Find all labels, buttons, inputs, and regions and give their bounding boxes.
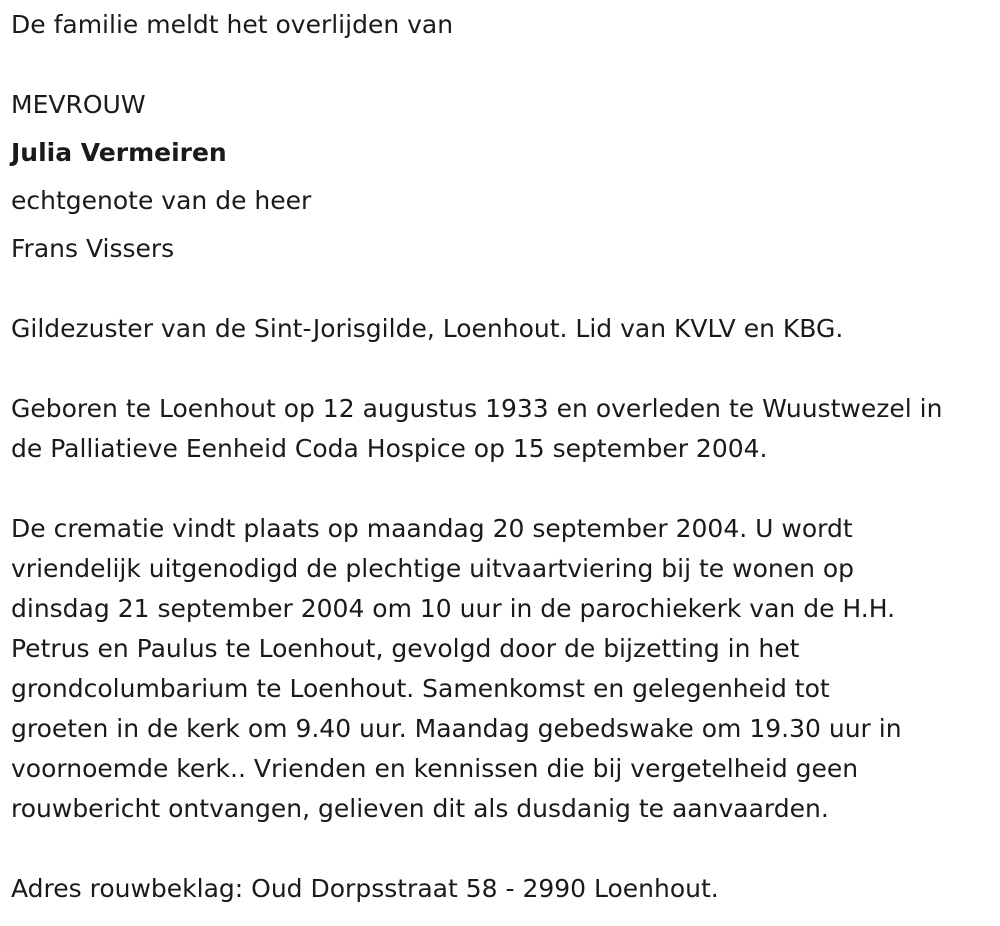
- relation-text: echtgenote van de heer: [11, 186, 312, 215]
- deceased-name: Julia Vermeiren: [11, 138, 227, 167]
- intro-text: De familie meldt het overlijden van: [11, 10, 454, 39]
- paragraph-line: vriendelijk uitgenodigd de plechtige uitvaartviering bij te wonen op: [11, 554, 855, 583]
- paragraph-line: dinsdag 21 september 2004 om 10 uur in de parochiekerk van de H.H.: [11, 594, 896, 623]
- ceremony-paragraph: [11, 509, 902, 829]
- paragraph-line: grondcolumbarium te Loenhout. Samenkomst en gelegenheid tot: [11, 674, 830, 703]
- spouse-name: Frans Vissers: [11, 234, 175, 263]
- membership-text: Gildezuster van de Sint-Jorisgilde, Loenhout. Lid van KVLV en KBG.: [11, 314, 844, 343]
- paragraph-line: De crematie vindt plaats op maandag 20 september 2004. U wordt: [11, 514, 853, 543]
- salutation: MEVROUW: [11, 90, 146, 119]
- birth-death-paragraph: [11, 389, 942, 469]
- paragraph-line: rouwbericht ontvangen, gelieven dit als dusdanig te aanvaarden.: [11, 794, 829, 823]
- paragraph-line: Geboren te Loenhout op 12 augustus 1933 en overleden te Wuustwezel in: [11, 394, 943, 423]
- paragraph-line: Petrus en Paulus te Loenhout, gevolgd door de bijzetting in het: [11, 634, 800, 663]
- paragraph-line: de Palliatieve Eenheid Coda Hospice op 15 september 2004.: [11, 434, 768, 463]
- address-text: Adres rouwbeklag: Oud Dorpsstraat 58 - 2990 Loenhout.: [11, 874, 719, 903]
- paragraph-line: voornoemde kerk.. Vrienden en kennissen die bij vergetelheid geen: [11, 754, 859, 783]
- paragraph-line: groeten in de kerk om 9.40 uur. Maandag gebedswake om 19.30 uur in: [11, 714, 902, 743]
